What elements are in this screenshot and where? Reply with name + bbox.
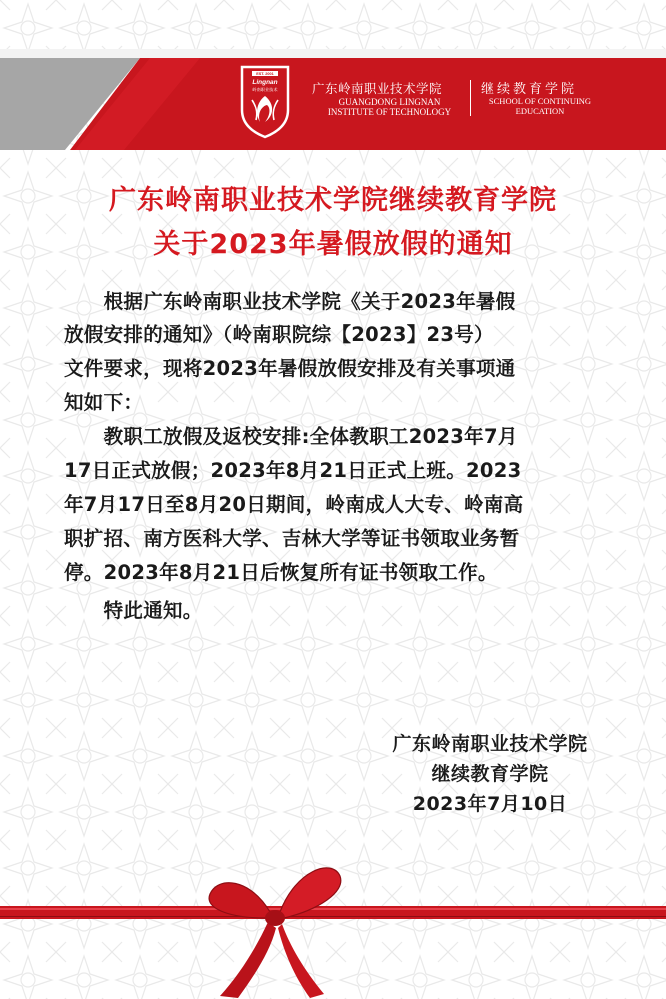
college-logo <box>238 64 292 140</box>
signature-school: 继续教育学院 <box>431 763 549 785</box>
header-divider <box>470 80 471 116</box>
notice-body-line: 职扩招、南方医科大学、吉林大学等证书领取业务暂 <box>64 527 520 550</box>
school-name-en-line2: EDUCATION <box>515 106 565 116</box>
school-name-cn: 继续教育学院 <box>481 82 578 97</box>
notice-body-line: 停。2023年8月21日后恢复所有证书领取工作。 <box>64 561 498 584</box>
notice-title-line1: 广东岭南职业技术学院继续教育学院 <box>109 185 557 216</box>
notice-body-line: 年7月17日至8月20日期间，岭南成人大专、岭南高 <box>64 493 524 516</box>
notice-body-line: 教职工放假及返校安排:全体教职工2023年7月 <box>64 425 518 448</box>
institute-name-en <box>312 97 467 117</box>
logo-est-text: EST. 2001 <box>256 72 274 77</box>
institute-name-cn: 广东岭南职业技术学院 <box>312 81 443 96</box>
logo-wordmark: Lingnan <box>252 79 278 86</box>
notice-body-line: 17日正式放假；2023年8月21日正式上班。2023 <box>64 459 522 482</box>
notice-body-line: 知如下： <box>64 391 144 414</box>
signature-institute: 广东岭南职业技术学院 <box>392 733 588 755</box>
institute-name-en-line2: INSTITUTE OF TECHNOLOGY <box>327 107 452 117</box>
logo-motto: 岭南职业技术 <box>252 87 278 92</box>
school-name-en <box>479 96 601 116</box>
notice-body-line: 根据广东岭南职业技术学院《关于2023年暑假 <box>64 290 516 313</box>
notice-body-line: 放假安排的通知》（岭南职院综【2023】23号） <box>64 323 494 346</box>
notice-body-line: 文件要求，现将2023年暑假放假安排及有关事项通 <box>64 357 516 380</box>
institute-name-en-line1: GUANGDONG LINGNAN <box>338 97 441 107</box>
signature-date: 2023年7月10日 <box>412 793 568 815</box>
school-name-en-line1: SCHOOL OF CONTINUING <box>488 96 592 106</box>
ribbon-bow <box>200 848 350 999</box>
notice-body-line: 特此通知。 <box>64 599 203 622</box>
notice-title-line2: 关于2023年暑假放假的通知 <box>153 229 513 260</box>
